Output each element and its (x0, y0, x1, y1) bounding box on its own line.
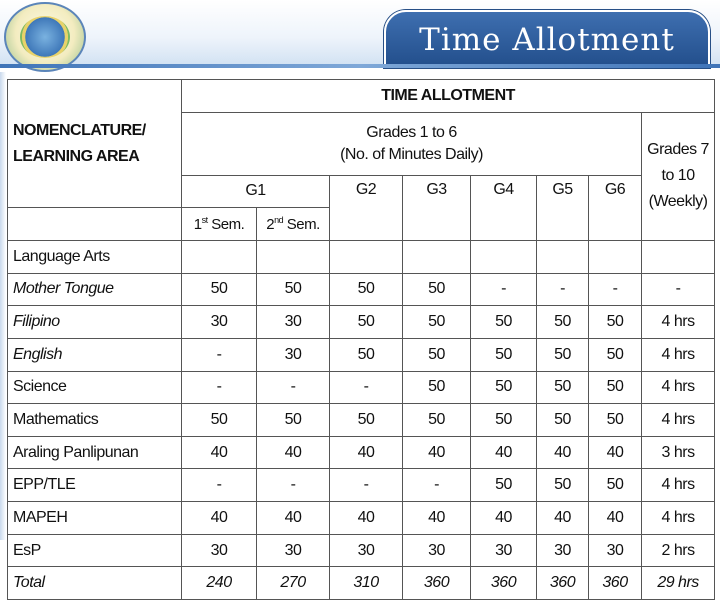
time-value-cell: 50 (589, 404, 642, 437)
time-value-cell: 4 hrs (642, 338, 715, 371)
time-value-cell: 270 (257, 567, 330, 600)
time-value-cell: 50 (471, 338, 537, 371)
time-value-cell: 50 (182, 273, 257, 306)
time-value-cell: 30 (537, 534, 589, 567)
time-value-cell: 30 (182, 306, 257, 339)
table-row (8, 371, 715, 404)
table-row (8, 436, 715, 469)
time-value-cell: 30 (330, 534, 403, 567)
time-value-cell: 30 (257, 306, 330, 339)
time-value-cell: 50 (537, 469, 589, 502)
time-value-cell: - (182, 469, 257, 502)
learning-area-label: English (8, 338, 182, 371)
time-value-cell: 50 (403, 306, 471, 339)
time-value-cell: 50 (403, 273, 471, 306)
time-value-cell: 4 hrs (642, 371, 715, 404)
grade-header-g5: G5 (537, 175, 589, 240)
time-allotment-header: TIME ALLOTMENT (182, 80, 715, 113)
time-value-cell: 50 (537, 306, 589, 339)
empty-cell (537, 240, 589, 273)
time-value-cell: 40 (537, 436, 589, 469)
time-value-cell: 40 (537, 502, 589, 535)
time-value-cell: 4 hrs (642, 502, 715, 535)
time-value-cell: - (471, 273, 537, 306)
learning-area-label: Filipino (8, 306, 182, 339)
time-value-cell: 30 (589, 534, 642, 567)
learning-area-label: Mother Tongue (8, 273, 182, 306)
time-value-cell: 40 (182, 502, 257, 535)
time-value-cell: 50 (257, 404, 330, 437)
time-value-cell: 50 (182, 404, 257, 437)
empty-cell (182, 240, 257, 273)
learning-area-label: MAPEH (8, 502, 182, 535)
grades-7-10-line2: to 10 (661, 167, 695, 185)
time-value-cell: 30 (257, 534, 330, 567)
blank-cell (8, 208, 182, 241)
learning-area-rows (8, 273, 715, 599)
time-value-cell: 40 (330, 502, 403, 535)
seal-emblem-icon (20, 16, 70, 58)
grade-header-g4: G4 (471, 175, 537, 240)
time-value-cell: 30 (182, 534, 257, 567)
grades-1-6-line2: (No. of Minutes Daily) (340, 145, 483, 163)
time-value-cell: 40 (330, 436, 403, 469)
learning-area-label: EPP/TLE (8, 469, 182, 502)
empty-cell (471, 240, 537, 273)
nomenclature-line2: LEARNING AREA (13, 147, 140, 165)
time-value-cell: - (330, 469, 403, 502)
time-value-cell: 360 (471, 567, 537, 600)
time-value-cell: 360 (403, 567, 471, 600)
time-value-cell: 40 (403, 436, 471, 469)
time-value-cell: - (257, 469, 330, 502)
time-value-cell: 2 hrs (642, 534, 715, 567)
time-value-cell: 360 (589, 567, 642, 600)
time-value-cell: - (537, 273, 589, 306)
time-value-cell: 50 (330, 306, 403, 339)
time-value-cell: 30 (403, 534, 471, 567)
grades-1-6-header (182, 112, 642, 175)
time-value-cell: 40 (471, 436, 537, 469)
header-band (0, 0, 720, 68)
time-value-cell: 50 (589, 469, 642, 502)
time-value-cell: 4 hrs (642, 306, 715, 339)
time-value-cell: 4 hrs (642, 404, 715, 437)
time-value-cell: 40 (589, 436, 642, 469)
time-value-cell: 4 hrs (642, 469, 715, 502)
grades-1-6-line1: Grades 1 to 6 (366, 123, 457, 141)
grade-header-g3: G3 (403, 175, 471, 240)
table-row (8, 273, 715, 306)
time-value-cell: 40 (589, 502, 642, 535)
time-value-cell: 50 (471, 371, 537, 404)
learning-area-label: Science (8, 371, 182, 404)
time-value-cell: 40 (182, 436, 257, 469)
time-value-cell: - (330, 371, 403, 404)
learning-area-label: Mathematics (8, 404, 182, 437)
time-allotment-table (7, 79, 715, 600)
page-title: Time Allotment (419, 22, 675, 58)
learning-area-label: EsP (8, 534, 182, 567)
empty-cell (642, 240, 715, 273)
time-value-cell: 360 (537, 567, 589, 600)
grades-7-10-line1: Grades 7 (647, 141, 709, 159)
empty-cell (257, 240, 330, 273)
empty-cell (589, 240, 642, 273)
table-row (8, 404, 715, 437)
grade-header-g6: G6 (589, 175, 642, 240)
time-value-cell: 50 (330, 273, 403, 306)
grades-7-10-header (642, 112, 715, 240)
time-value-cell: - (257, 371, 330, 404)
table-row (8, 469, 715, 502)
time-value-cell: - (182, 371, 257, 404)
time-value-cell: 40 (471, 502, 537, 535)
table-row (8, 306, 715, 339)
grades-7-10-line3: (Weekly) (648, 193, 708, 211)
empty-cell (403, 240, 471, 273)
nomenclature-line1: NOMENCLATURE/ (13, 121, 146, 139)
table-row (8, 534, 715, 567)
time-value-cell: - (403, 469, 471, 502)
time-value-cell: 40 (257, 502, 330, 535)
time-value-cell: 50 (471, 469, 537, 502)
time-value-cell: 3 hrs (642, 436, 715, 469)
time-value-cell: 50 (589, 306, 642, 339)
time-value-cell: - (589, 273, 642, 306)
time-value-cell: 50 (589, 338, 642, 371)
learning-area-label: Araling Panlipunan (8, 436, 182, 469)
time-value-cell: 50 (537, 371, 589, 404)
time-value-cell: 50 (471, 404, 537, 437)
title-banner (384, 10, 710, 68)
time-value-cell: 50 (403, 404, 471, 437)
time-value-cell: 29 hrs (642, 567, 715, 600)
time-value-cell: 50 (589, 371, 642, 404)
table-row (8, 338, 715, 371)
time-value-cell: 30 (471, 534, 537, 567)
grade-header-g1: G1 (182, 175, 330, 208)
time-value-cell: 50 (330, 404, 403, 437)
time-value-cell: 240 (182, 567, 257, 600)
table-row (8, 502, 715, 535)
grade-header-g2: G2 (330, 175, 403, 240)
time-value-cell: 40 (257, 436, 330, 469)
learning-area-label: Total (8, 567, 182, 600)
time-value-cell: 310 (330, 567, 403, 600)
time-value-cell: 50 (537, 338, 589, 371)
time-value-cell: 50 (403, 338, 471, 371)
empty-cell (330, 240, 403, 273)
time-value-cell: 40 (403, 502, 471, 535)
time-value-cell: 50 (471, 306, 537, 339)
sem-2-header: 2nd Sem. (257, 208, 330, 241)
time-value-cell: - (182, 338, 257, 371)
time-value-cell: 50 (537, 404, 589, 437)
table-row (8, 567, 715, 600)
time-value-cell: 50 (330, 338, 403, 371)
sem-1-header: 1st Sem. (182, 208, 257, 241)
slide-content (0, 72, 720, 592)
time-value-cell: - (642, 273, 715, 306)
time-value-cell: 30 (257, 338, 330, 371)
time-value-cell: 50 (257, 273, 330, 306)
deped-logo (4, 2, 86, 72)
section-label-language-arts: Language Arts (8, 240, 182, 273)
nomenclature-header (8, 80, 182, 208)
time-value-cell: 50 (403, 371, 471, 404)
